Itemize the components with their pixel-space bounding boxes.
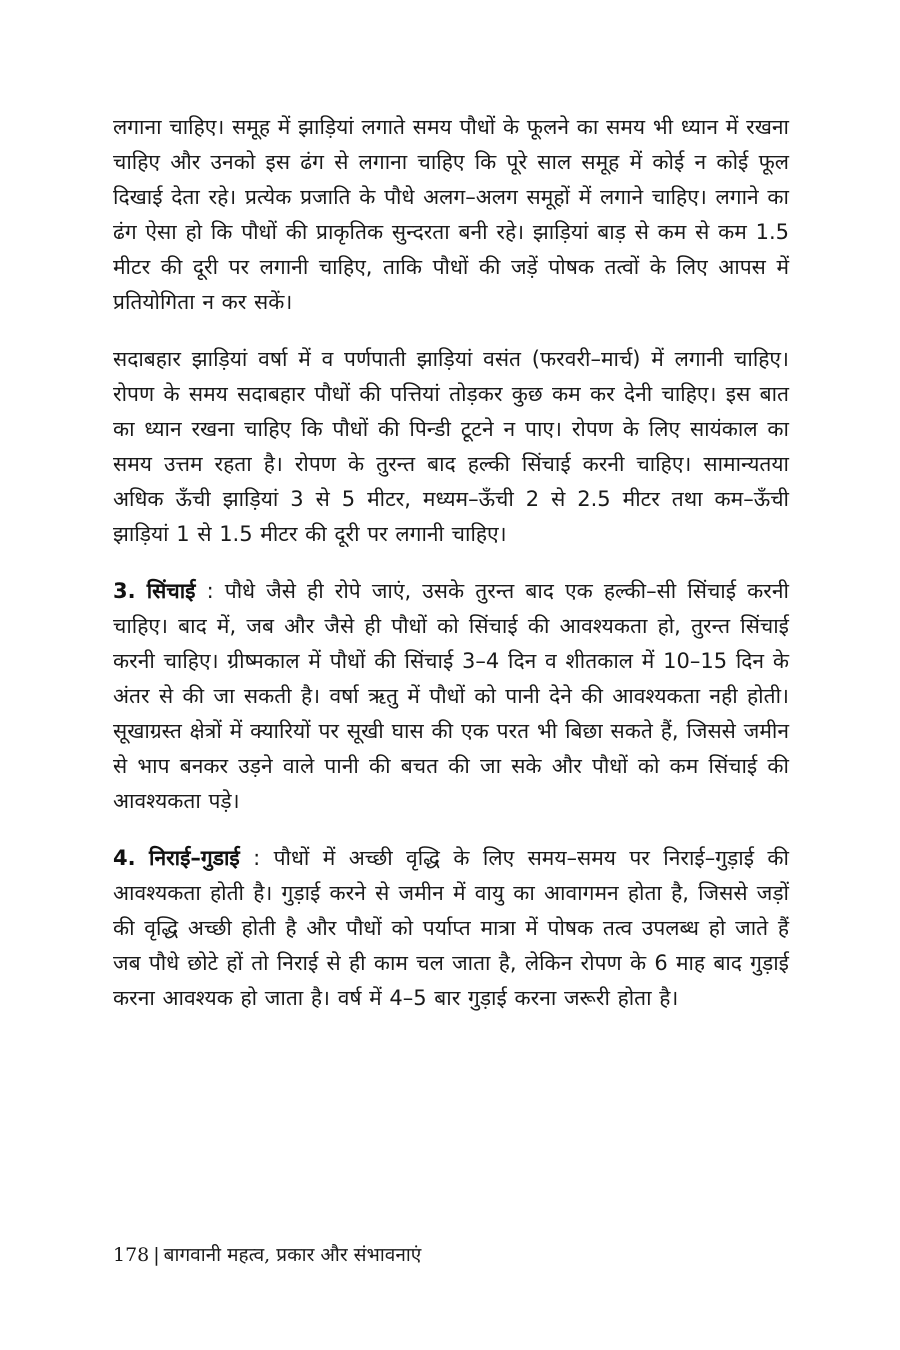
section-heading-irrigation: सिंचाई bbox=[146, 579, 196, 603]
page-number: 178 bbox=[113, 1244, 150, 1266]
page-body bbox=[113, 110, 789, 1038]
footer-separator: | bbox=[153, 1244, 160, 1266]
paragraph-shrub-grouping: लगाना चाहिए। समूह में झाड़ियां लगाते समय पौधों के फूलने का समय भी ध्यान में रखना चाहिए और उनको इस ढंग से लगाना चाहिए कि पूरे साल समूह में कोई न कोई फूल दिखाई देता रहे। प्रत्येक प्रजाति के पौधे अलग–अलग समूहों में लगाने चाहिए। लगाने का ढंग ऐसा हो कि पौधों की प्राकृतिक सुन्दरता बनी रहे। झाड़ियां बाड़ से कम से कम 1.5 मीटर की दूरी पर लगानी चाहिए, ताकि पौधों की जड़ें पोषक तत्वों के लिए आपस में प्रतियोगिता न कर सकें। bbox=[113, 115, 789, 314]
section-number: 3. bbox=[113, 579, 136, 603]
section-heading-weeding-hoeing: निराई–गुडाई bbox=[149, 846, 240, 870]
paragraph-weeding-hoeing bbox=[113, 841, 789, 1016]
paragraph-irrigation bbox=[113, 574, 789, 819]
paragraph-planting-season: सदाबहार झाड़ियां वर्षा में व पर्णपाती झाड़ियां वसंत (फरवरी–मार्च) में लगानी चाहिए। रोपण के समय सदाबहार पौधों की पत्तियां तोड़कर कुछ कम कर देनी चाहिए। इस बात का ध्यान रखना चाहिए कि पौधों की पिन्डी टूटने न पाए। रोपण के लिए सायंकाल का समय उत्तम रहता है। रोपण के तुरन्त बाद हल्की सिंचाई करनी चाहिए। सामान्यतया अधिक ऊँची झाड़ियां 3 से 5 मीटर, मध्यम–ऊँची 2 से 2.5 मीटर तथा कम–ऊँची झाड़ियां 1 से 1.5 मीटर की दूरी पर लगानी चाहिए। bbox=[113, 347, 789, 546]
paragraph-text: : पौधों में अच्छी वृद्धि के लिए समय–समय पर निराई–गुड़ाई की आवश्यकता होती है। गुड़ाई करने से जमीन में वायु का आवागमन होता है, जिससे जड़ों की वृद्धि अच्छी होती है और पौधों को पर्याप्त मात्रा में पोषक तत्व उपलब्ध हो जाते हैं जब पौधे छोटे हों तो निराई से ही काम चल जाता है, लेकिन रोपण के 6 माह बाद गुड़ाई करना आवश्यक हो जाता है। वर्ष में 4–5 बार गुड़ाई करना जरूरी होता है। bbox=[113, 846, 789, 1010]
book-title: बागवानी महत्व, प्रकार और संभावनाएं bbox=[163, 1244, 422, 1266]
paragraph-text: : पौधे जैसे ही रोपे जाएं, उसके तुरन्त बाद एक हल्की–सी सिंचाई करनी चाहिए। बाद में, जब और जैसे ही पौधों को सिंचाई की आवश्यकता हो, तुरन्त सिंचाई करनी चाहिए। ग्रीष्मकाल में पौधों की सिंचाई 3–4 दिन व शीतकाल में 10–15 दिन के अंतर से की जा सकती है। वर्षा ऋतु में पौधों को पानी देने की आवश्यकता नही होती। सूखाग्रस्त क्षेत्रों में क्यारियों पर सूखी घास की एक परत भी बिछा सकते हैं, जिससे जमीन से भाप बनकर उड़ने वाले पानी की बचत की जा सके और पौधों को कम सिंचाई की आवश्यकता पड़े। bbox=[113, 579, 789, 813]
page-footer bbox=[113, 1240, 789, 1270]
section-number: 4. bbox=[113, 846, 136, 870]
